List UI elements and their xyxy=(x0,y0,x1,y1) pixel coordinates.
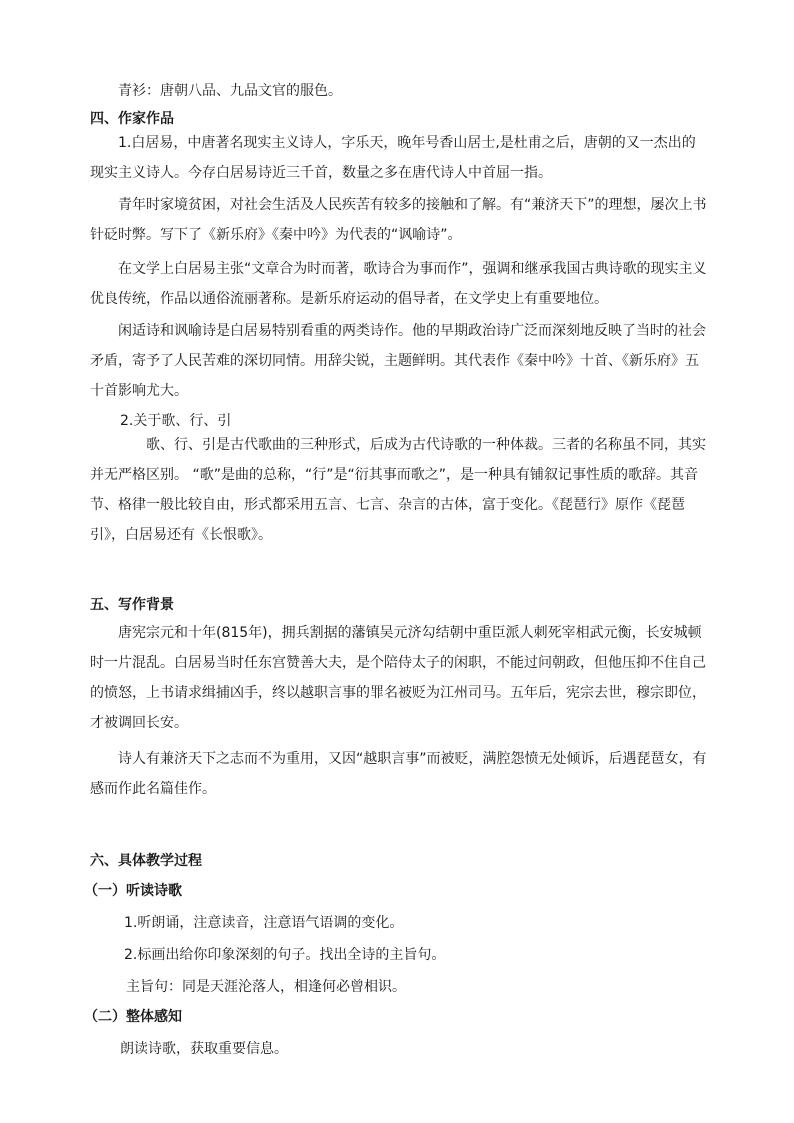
list-item-mark xyxy=(90,940,708,970)
reading-instruction xyxy=(90,1034,708,1064)
heading-teaching-process: 六、具体教学过程 xyxy=(90,853,202,869)
subheading-ge-xing-yin-text: 2.关于歌、行、引 xyxy=(120,413,232,429)
paragraph-history: 唐宪宗元和十年(815年)，拥兵割据的藩镇吴元济勾结朝中重臣派人刺死宰相武元衡，长安城顿时一片混乱。白居易当时任东宫赞善大夫，是个陪侍太子的闲职，不能过问朝政，但他压抑不住自己的愤怒，上书请求缉捕凶手，终以越职言事的罪名被贬为江州司马。五年后，宪宗去世，穆宗即位，才被调回长安。 xyxy=(90,625,706,731)
paragraph-poem-types: 闲适诗和讽喻诗是白居易特别看重的两类诗作。他的早期政治诗广泛而深刻地反映了当时的社会矛盾，寄予了人民苦难的深切同情。用辞尖锐，主题鲜明。其代表作《秦中吟》十首、《新乐府》五十首影响尤大。 xyxy=(90,323,706,399)
subheading-overall-text: （二）整体感知 xyxy=(84,1009,182,1025)
note-qingshan xyxy=(90,76,708,106)
note-qingshan-text: 青衫：唐朝八品、九品文官的服色。 xyxy=(118,83,342,99)
heading-author-works: 四、作家作品 xyxy=(90,111,174,127)
list-item-mark-text: 2.标画出给你印象深刻的句子。找出全诗的主旨句。 xyxy=(124,947,446,963)
paragraph-bai-juyi-intro: 1.白居易，中唐著名现实主义诗人，字乐天，晚年号香山居士,是杜甫之后，唐朝的又一杰出的现实主义诗人。今存白居易诗近三千首，数量之多在唐代诗人中首屈一指。 xyxy=(90,135,696,181)
paragraph-youth: 青年时家境贫困，对社会生活及人民疾苦有较多的接触和了解。有“兼济天下”的理想，屡次上书针砭时弊。写下了《新乐府》《秦中吟》为代表的“讽喻诗”。 xyxy=(90,197,707,243)
theme-sentence-text: 主旨句：同是天涯沦落人，相逢何必曾相识。 xyxy=(126,979,406,995)
theme-sentence xyxy=(90,972,708,1002)
subheading-overall xyxy=(84,1002,708,1032)
heading-background: 五、写作背景 xyxy=(90,597,174,613)
reading-instruction-text: 朗读诗歌，获取重要信息。 xyxy=(120,1041,288,1057)
paragraph-poet-feeling: 诗人有兼济天下之志而不为重用，又因“越职言事”而被贬，满腔怨愤无处倾诉，后遇琵琶女，有感而作此名篇佳作。 xyxy=(90,751,707,797)
subheading-listen xyxy=(84,876,708,906)
paragraph-literary-view: 在文学上白居易主张“文章合为时而著，歌诗合为事而作”，强调和继承我国古典诗歌的现实主义优良传统，作品以通俗流丽著称。是新乐府运动的倡导者，在文学史上有重要地位。 xyxy=(90,261,707,307)
subheading-listen-text: （一）听读诗歌 xyxy=(84,883,182,899)
list-item-listen-text: 1.听朗诵，注意读音，注意语气语调的变化。 xyxy=(124,915,404,931)
list-item-listen xyxy=(90,908,708,938)
paragraph-ge-xing-yin: 歌、行、引是古代歌曲的三种形式，后成为古代诗歌的一种体裁。三者的名称虽不同，其实并无严格区别。 “歌”是曲的总称，“行”是“衍其事而歌之”，是一种具有铺叙记事性质的歌辞。其音节、格律一般比较自由，形式都采用五言、七言、杂言的古体，富于变化。《琵琶行》原作《琵琶引》，白居易还有《长恨歌》。 xyxy=(90,437,706,543)
